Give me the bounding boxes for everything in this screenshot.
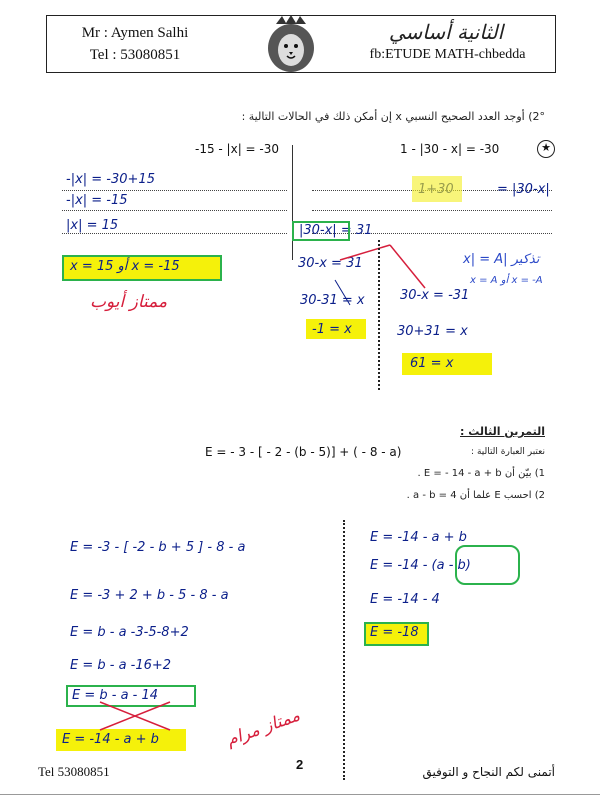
teacher-name: Mr : Aymen Salhi [81,25,189,41]
ex3-right-4: E = -18 [370,625,419,640]
dotted-line [312,210,552,211]
ex3-expression: E = - 3 - [ - 2 - (b - 5)] + ( - 8 - a) [205,445,402,459]
ex3-right-3: E = -14 - 4 [370,592,440,607]
branch-b-1: 30-x = -31 [400,288,470,303]
branch-a-2: 30-31 = x [300,293,365,308]
left-step-2: -|x| = -15 [66,193,128,208]
ex2-case-right: 1 - |30 - x| = -30 [400,142,500,156]
dotted-line [62,210,287,211]
vertical-dotted-divider [343,520,345,780]
page-number: 2 [296,757,304,772]
ex2-case-left: -15 - |x| = -30 [195,142,280,156]
ex2-instruction: 2°) أوجد العدد الصحيح النسبي x إن أمكن ذلك في الحالات التالية : [241,110,545,123]
ex3-q2: 2) احسب E علما أن a - b = 4 . [406,490,545,501]
left-answer: x = 15 أو x = -15 [70,259,180,274]
branch-b-3: 61 = x [410,356,454,371]
branch-a-1: 30-x = 31 [298,256,363,271]
ex3-left-1: E = -3 - [ -2 - b + 5 ] - 8 - a [70,540,246,555]
lion-logo-icon [262,14,320,74]
star-circle-icon: ★ [537,140,555,158]
branch-arrows [330,240,530,320]
ex3-left-2: E = -3 + 2 + b - 5 - 8 - a [70,588,229,603]
footer-tel: Tel 53080851 [38,764,110,779]
ex3-left-4: E = b - a -16+2 [70,658,172,673]
ex3-left-3: E = b - a -3-5-8+2 [70,625,189,640]
footer-wish: أتمنى لكم النجاح و التوفيق [422,765,555,779]
ex3-intro: نعتبر العبارة التالية : [471,447,545,457]
branch-a-3: -1 = x [312,322,352,337]
ex3-right-2: E = -14 - (a - b) [370,558,471,573]
facebook-page: fb:ETUDE MATH-chbedda [369,47,526,62]
branch-b-2: 30+31 = x [397,324,468,339]
ex3-q1: 1) بيّن أن E = - 14 - a + b . [417,468,545,479]
ex3-right-1: E = -14 - a + b [370,530,467,545]
ex3-title: التمرين الثالث : [460,425,545,438]
footer-divider [0,794,600,795]
teacher-tel: Tel : 53080851 [89,47,181,63]
brand-script: الثانية أساسي [388,20,504,44]
teacher-comment-2: ممتاز مرام [223,705,303,751]
ex3-left-5: E = b - a - 14 [72,688,159,703]
left-step-3: |x| = 15 [66,218,119,233]
vertical-dotted-divider [378,240,380,390]
column-divider [292,145,293,260]
ex3-swap-arrows [90,700,200,735]
right-step-2-box [292,221,350,241]
teacher-info [60,22,210,66]
ex3-left-6: E = -14 - a + b [62,732,159,747]
ex3-right-2-highlight [455,545,520,585]
reminder: تذكير |x| = A [463,252,540,267]
right-step-1b: = |30-x| [497,182,550,197]
right-step-2: |30-x| = 31 [299,223,373,238]
highlight-mark [412,176,462,202]
dotted-line [62,190,287,191]
reminder-2: x = A أو x = -A [470,275,543,286]
teacher-comment-1: ممتاز أيوب [90,292,168,312]
left-step-1: -|x| = -30+15 [66,172,155,187]
dotted-line [62,233,287,234]
